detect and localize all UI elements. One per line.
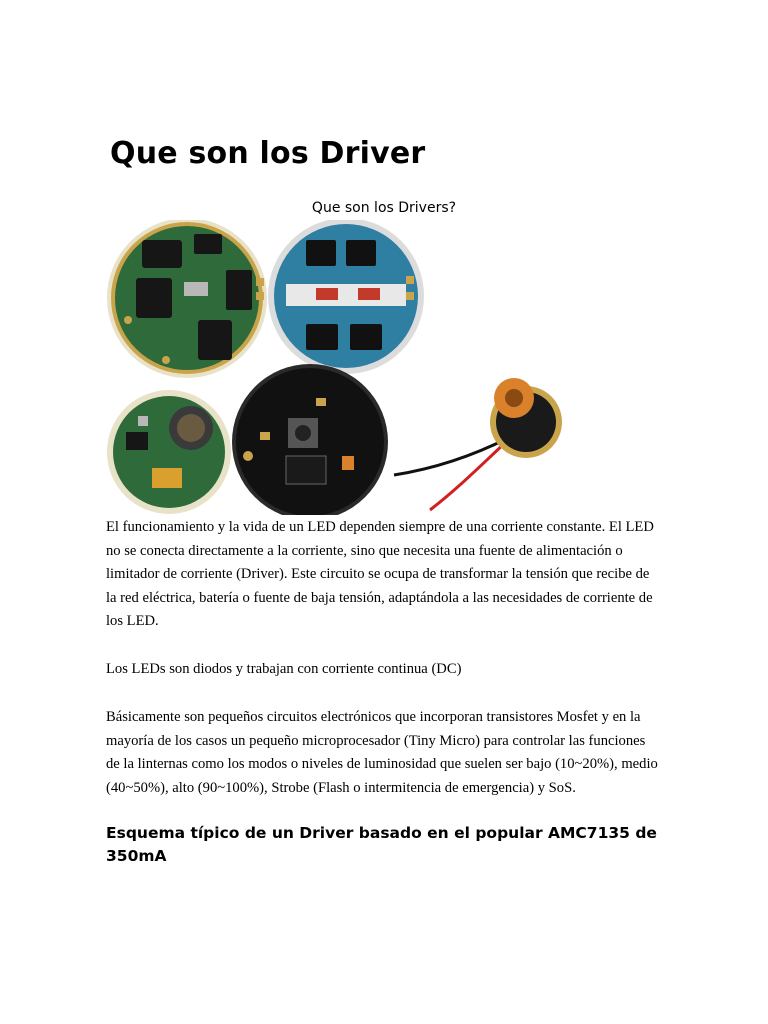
figure-caption: Que son los Drivers? [311,200,457,216]
paragraph-intro: El funcionamiento y la vida de un LED dependen siempre de una corriente constante. El LED no se conecta directamente a la corriente, sino que necesita una fuente de alimentación o limitador de corriente (Driver). Este circuito se ocupa de transformar la tensión que recibe de la red eléctrica, batería o fuente de baja tensión, adaptándola a las necesidades de corriente de los LED. [106,519,654,629]
green-driver-board-image [107,220,267,378]
inductor-driver-board-image [107,390,231,514]
paragraph-functions: Básicamente son pequeños circuitos electrónicos que incorporan transistores Mosfet y en la mayoría de los casos un pequeño microprocesador (Tiny Micro) para controlar las funciones de la linternas como los modos o niveles de luminosidad que suelen ser bajo (10~20%), medio (40~50%), alto (90~100%), Strobe (Flash o intermitencia de emergencia) y SoS. [106,709,658,796]
driver-photo-collage [106,220,576,515]
page-title: Que son los Driver [110,136,426,171]
paragraph-dc: Los LEDs son diodos y trabajan con corriente continua (DC) [106,661,462,677]
section-heading: Esquema típico de un Driver basado en el popular AMC7135 de 350mA [106,824,657,865]
coil-driver-board-image [394,378,562,510]
black-driver-board-image [232,364,388,515]
blue-driver-board-image [268,220,424,374]
